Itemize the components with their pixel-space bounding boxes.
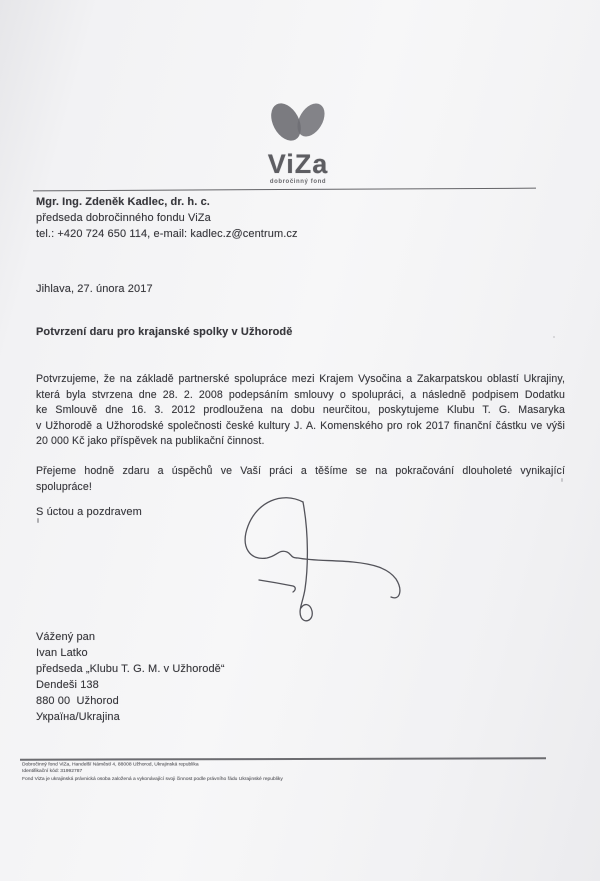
body-line: která byla stvrzena dne 28. 2. 2008 podepsáním smlouvy o spolupráci, a následně podpisem Dodatku: [36, 388, 565, 401]
closing-salutation: S úctou a pozdravem: [36, 506, 142, 518]
footer-legal: Fond ViZa je ukrajinská právnická osoba založená a vykonávající svoji činnost podle právního řádu Ukrajinské republiky: [22, 776, 283, 782]
body-line: Přejeme hodně zdaru a úspěchů ve Vaší práci a těšíme se na pokračování dlouholeté vynikající: [36, 465, 565, 477]
recipient-salutation: Vážený pan: [36, 631, 96, 643]
body-line: 20 000 Kč jako příspěvek na publikační činnost.: [36, 435, 265, 448]
body-paragraph-1: [36, 372, 565, 450]
dateline: Jihlava, 27. února 2017: [36, 283, 153, 295]
scan-speck: [553, 336, 555, 338]
body-line: Potvrzujeme, že na základě partnerské spolupráce mezi Krajem Vysočina a Zakarpatskou oblastí Ukrajiny,: [36, 373, 565, 385]
viza-logo: [250, 100, 346, 185]
subject-line: Potvrzení daru pro krajanské spolky v Užhorodě: [36, 326, 293, 338]
recipient-block: [36, 629, 225, 725]
logo-tagline: dobročinný fond: [269, 179, 327, 185]
footer-block: [22, 762, 563, 783]
recipient-role: předseda „Klubu T. G. M. v Užhorodě“: [36, 663, 225, 675]
footer-id: Identifikační kód: 31992787: [22, 768, 83, 774]
recipient-city: 880 00 Užhorod: [36, 695, 119, 707]
logo-leaves-icon: [253, 100, 343, 150]
body-paragraph-2: [36, 464, 565, 495]
scan-speck: [561, 478, 563, 482]
sender-name: Mgr. Ing. Zdeněk Kadlec, dr. h. c.: [36, 196, 210, 208]
scan-speck: [37, 518, 39, 523]
sender-contact: tel.: +420 724 650 114, e-mail: kadlec.z@centrum.cz: [36, 228, 298, 240]
signature: [237, 494, 422, 629]
body-line: spolupráce!: [36, 480, 92, 493]
sender-block: [36, 194, 298, 242]
footer-divider: [20, 757, 546, 760]
header-divider: [33, 188, 536, 192]
logo-brand-text: ViZa: [267, 149, 329, 179]
body-line: v Užhorodě a Užhorodské společnosti české kultury J. A. Komenského pro rok 2017 finanční částku ve výši: [36, 419, 565, 432]
body-line: ke Smlouvě dne 16. 3. 2012 prodloužena na dobu neurčitou, poskytujeme Klubu T. G. Masaryka: [36, 404, 565, 417]
sender-role: předseda dobročinného fondu ViZa: [36, 212, 211, 224]
recipient-street: Dendeši 138: [36, 679, 99, 691]
recipient-country: Україна/Ukrajina: [36, 711, 120, 723]
footer-address: Dobročinný fond ViZa, Handelší Náměstí 4, 88008 Užhorod, Ukrajinská republika: [22, 762, 199, 767]
recipient-name: Ivan Latko: [36, 647, 88, 659]
